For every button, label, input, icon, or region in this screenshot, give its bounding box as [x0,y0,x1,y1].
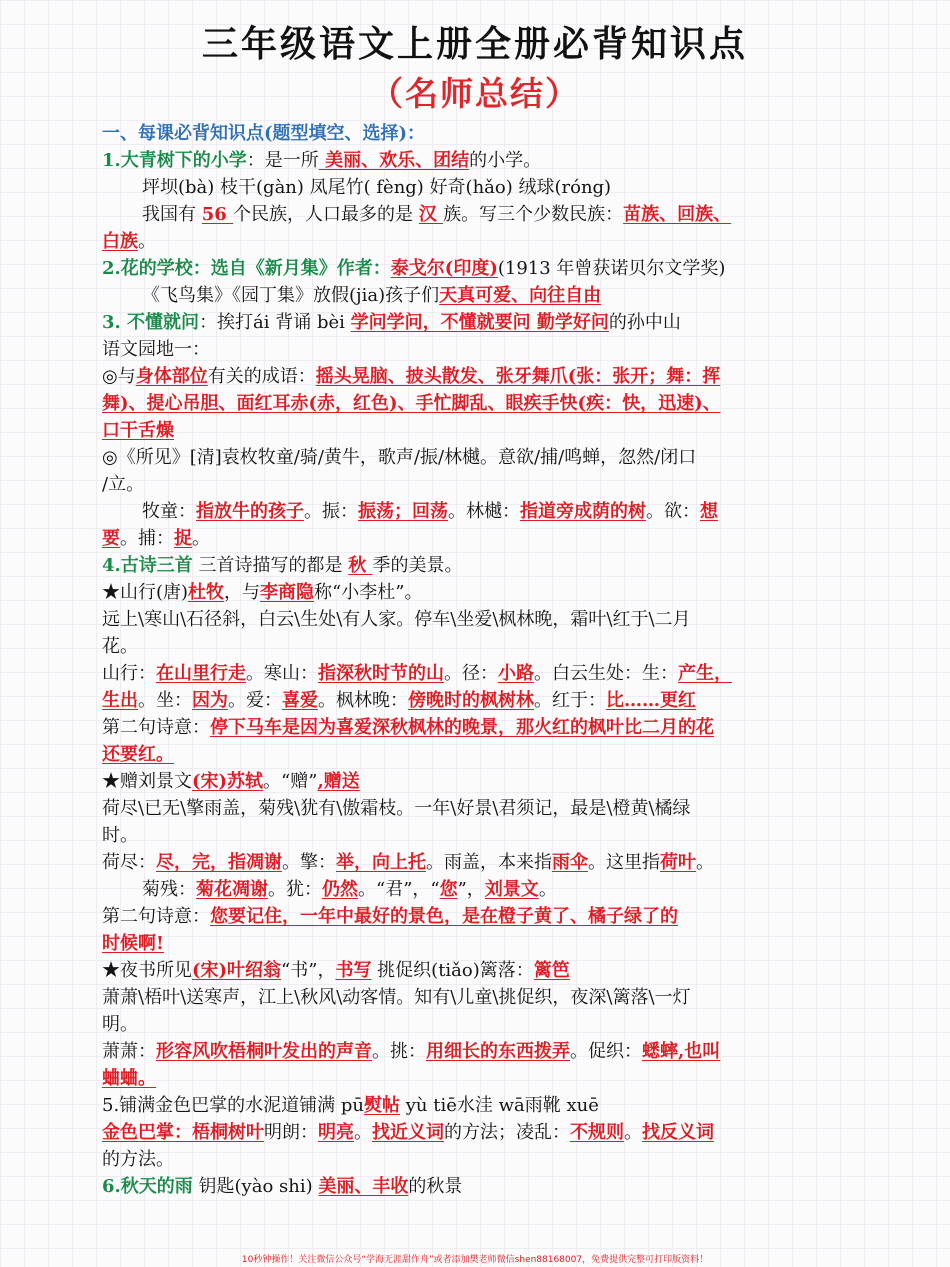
answer-text: 捉 [174,528,192,549]
note-text: 。 [138,231,156,252]
note-text: 钥匙(yào shi) [192,1176,319,1197]
note-line [102,1173,852,1200]
answer-text: 秋 [348,555,373,576]
note-line [102,228,852,255]
note-line [102,336,852,363]
note-line [102,1011,852,1038]
note-text: 。雨盖，本来指 [426,852,552,873]
note-line [102,363,852,390]
note-line [102,1065,852,1092]
note-line [102,714,852,741]
note-text: 花。 [102,636,138,657]
note-text: 5.铺满金色巴掌的水泥道铺满 pū [102,1095,365,1116]
note-line [102,255,852,282]
answer-text: 李商隐 [260,582,315,603]
note-text: 。“君”，“ [358,879,440,900]
note-text: /立。 [102,474,145,495]
note-text: “书”， [281,960,336,981]
note-line [102,471,852,498]
note-line [102,147,852,174]
page-title: 三年级语文上册全册必背知识点 [201,24,748,65]
answer-text: 美丽、欢乐、团结 [318,150,470,171]
note-text: ★山行(唐) [102,582,189,603]
answer-text: 熨帖 [364,1095,401,1116]
answer-text: 口干舌燥 [102,420,174,441]
note-text: 挑促织(tiǎo)篱落： [371,960,534,981]
note-text: 。犹： [268,879,322,900]
note-line [102,930,852,957]
note-text: 明朗： [264,1122,318,1143]
note-text: ★夜书所见 [102,960,192,981]
note-text: 。振： [304,501,358,522]
note-line [102,282,852,309]
note-text: ◎与 [102,366,136,387]
answer-text: 篱笆 [533,960,570,981]
note-text: 的方法。 [102,1149,174,1170]
note-text: 第二句诗意： [102,906,210,927]
note-line [102,876,852,903]
note-text: 。 [696,852,714,873]
answer-text: 苗族、回族、 [623,204,732,225]
note-line [102,309,852,336]
note-text: 荷尽\已无\擎雨盖，菊残\犹有\傲霜枝。一年\好景\君须记，最是\橙黄\橘绿 [102,798,691,819]
answer-text: 比……更红 [606,690,696,711]
note-line [102,795,852,822]
note-line [102,984,852,1011]
note-text: 第二句诗意： [102,717,210,738]
note-text: 。擎： [282,852,336,873]
note-line [102,660,852,687]
note-text: 的孙中山 [608,312,681,333]
answer-text: 摇头晃脑、披头散发、张牙舞爪(张：张开；舞：挥 [315,366,721,387]
answer-text: 书写 [335,960,372,981]
note-line [102,174,852,201]
note-text: 。 [192,528,210,549]
note-line [102,552,852,579]
answer-text: 身体部位 [135,366,208,387]
note-line [102,687,852,714]
note-text: 。这里指 [588,852,660,873]
answer-text: 明亮 [318,1122,354,1143]
heading-text: 一、每课必背知识点(题型填空、选择)： [102,123,426,144]
notes-content [102,120,852,1200]
note-text: 萧萧： [102,1041,156,1062]
note-text: 。 [624,1122,642,1143]
answer-text: (宋)苏轼 [192,771,264,792]
note-text: 菊残： [142,879,196,900]
note-text: 三首诗描写的都是 [192,555,349,576]
note-text: 。林樾： [448,501,520,522]
note-text: 山行： [102,663,156,684]
answer-text: 振荡；回荡 [358,501,448,522]
note-text: 。红于： [534,690,606,711]
answer-text: 白族 [102,231,138,252]
answer-text: 菊花凋谢 [196,879,268,900]
note-text: 。挑： [372,1041,426,1062]
note-text: 个民族，人口最多的是 [233,204,419,225]
note-text: 。捕： [120,528,174,549]
answer-text: 蛐蛐。 [102,1068,156,1089]
heading-text: 2.花的学校：选自《新月集》作者： [102,258,391,279]
answer-text: 小路 [498,663,534,684]
note-text: 明。 [102,1014,138,1035]
answer-text: ,赠送 [317,771,360,792]
answer-text: 荷叶 [660,852,696,873]
heading-text: 1.大青树下的小学 [102,150,247,171]
note-text: 。径： [444,663,498,684]
note-text: 。坐： [138,690,192,711]
answer-text: 找反义词 [642,1122,714,1143]
answer-text: 您 [439,879,458,900]
answer-text: 仍然 [322,879,358,900]
note-text: 时。 [102,825,138,846]
note-line [102,498,852,525]
answer-text: 要 [102,528,120,549]
answer-text: 产生， [678,663,732,684]
note-text: 牧童： [142,501,196,522]
note-text: ★赠刘景文 [102,771,192,792]
note-text: 族。写三个少数民族： [443,204,624,225]
answer-text: 舞)、提心吊胆、面红耳赤(赤，红色)、手忙脚乱、眼疾手快(疾：快，迅速)、 [102,393,721,414]
answer-text: 尽，完，指凋谢 [156,852,282,873]
note-line [102,390,852,417]
answer-text: 指放牛的孩子 [196,501,304,522]
note-text: 《飞鸟集》《园丁集》放假(jia)孩子们 [142,285,440,306]
note-text: ：是一所 [246,150,319,171]
answer-text: 形容风吹梧桐叶发出的声音 [156,1041,372,1062]
answer-text: 金色巴掌：梧桐树叶 [102,1122,264,1143]
note-text: 。白云生处：生： [534,663,678,684]
heading-text: 6.秋天的雨 [102,1176,193,1197]
note-text: 。“赠” [263,771,318,792]
note-line [102,1146,852,1173]
note-line [102,633,852,660]
heading-text: 4.古诗三首 [102,555,193,576]
answer-text: 生出 [102,690,138,711]
note-text: 我国有 [142,204,202,225]
answer-text: 想 [700,501,718,522]
answer-text: 不规则 [570,1122,624,1143]
answer-text: 傍晚时的枫树林 [408,690,534,711]
page-subtitle: （名师总结） [370,74,580,113]
note-text: 季的美景。 [372,555,463,576]
note-line [102,417,852,444]
answer-text: 杜牧 [188,582,225,603]
note-text: 坪坝(bà) 枝干(gàn) 凤尾竹( fèng) 好奇(hǎo) 绒球(róng) [142,177,612,198]
answer-text: 56 [201,204,234,225]
note-text: 的秋景 [408,1176,463,1197]
answer-text: 用细长的东西拨弄 [426,1041,570,1062]
answer-text: 雨伞 [552,852,588,873]
note-line [102,606,852,633]
answer-text: 举，向上托 [336,852,426,873]
answer-text: 指深秋时节的山 [318,663,444,684]
note-text: 。促织： [570,1041,642,1062]
note-text: 。欲： [646,501,700,522]
note-line [102,741,852,768]
answer-text: 泰戈尔(印度) [390,258,498,279]
note-text: ，与 [224,582,261,603]
note-text: 远上\寒山\石径斜，白云\生处\有人家。停车\坐爱\枫林晚，霜叶\红于\二月 [102,609,691,630]
answer-text: 天真可爱、向往自由 [439,285,602,306]
heading-text: 3. 不懂就问 [102,312,200,333]
answer-text: 喜爱 [282,690,318,711]
note-line [102,120,852,147]
answer-text: 学问学问，不懂就要问 勤学好问 [350,312,609,333]
note-text: 。 [354,1122,372,1143]
answer-text: 因为 [192,690,228,711]
answer-text: 时候啊! [102,933,164,954]
note-text: ”， [457,879,485,900]
answer-text: (宋)叶绍翁 [192,960,282,981]
note-text: 荷尽： [102,852,156,873]
note-text: ◎《所见》[清]袁枚牧童/骑/黄牛，歌声/振/林樾。意欲/捕/鸣蝉，忽然/闭口 [102,447,697,468]
answer-text: 您要记住，一年中最好的景色，是在橙子黄了、橘子绿了的 [210,906,678,927]
note-text: 的小学。 [469,150,542,171]
note-line [102,957,852,984]
note-line [102,1119,852,1146]
note-text: 称“小李杜”。 [314,582,423,603]
note-text: 语文园地一： [102,339,210,360]
note-line [102,579,852,606]
footer-note: 10秒钟操作！关注微信公众号“学海无涯甜作舟”或者添加樊老师微信shen88168007，免费提供完整可打印版资料！ [241,1255,709,1265]
answer-text: 在山里行走 [156,663,246,684]
note-line [102,201,852,228]
note-text: 。枫林晚： [318,690,408,711]
note-line [102,1092,852,1119]
note-text: 。爱： [228,690,282,711]
note-text: 有关的成语： [207,366,316,387]
note-text: 。 [538,879,557,900]
answer-text: 美丽、丰收 [318,1176,409,1197]
note-line [102,822,852,849]
note-line [102,444,852,471]
answer-text: 指道旁成荫的树 [520,501,646,522]
note-line [102,525,852,552]
note-line [102,1038,852,1065]
note-line [102,768,852,795]
note-text: (1913 年曾获诺贝尔文学奖) [497,258,726,279]
answer-text: 汉 [418,204,444,225]
note-text: 。寒山： [246,663,318,684]
note-line [102,903,852,930]
answer-text: 蟋蟀,也叫 [642,1041,721,1062]
note-text: 的方法；凌乱： [444,1122,570,1143]
note-text: 萧萧\梧叶\送寒声，江上\秋风\动客情。知有\儿童\挑促织，夜深\篱落\一灯 [102,987,691,1008]
note-text: ：挨打ái 背诵 bèi [199,312,351,333]
note-line [102,849,852,876]
answer-text: 刘景文 [484,879,539,900]
answer-text: 停下马车是因为喜爱深秋枫林的晚景，那火红的枫叶比二月的花 [210,717,714,738]
answer-text: 还要红。 [102,744,174,765]
note-text: yù tiē水洼 wā雨靴 xuē [400,1095,599,1116]
answer-text: 找近义词 [372,1122,444,1143]
